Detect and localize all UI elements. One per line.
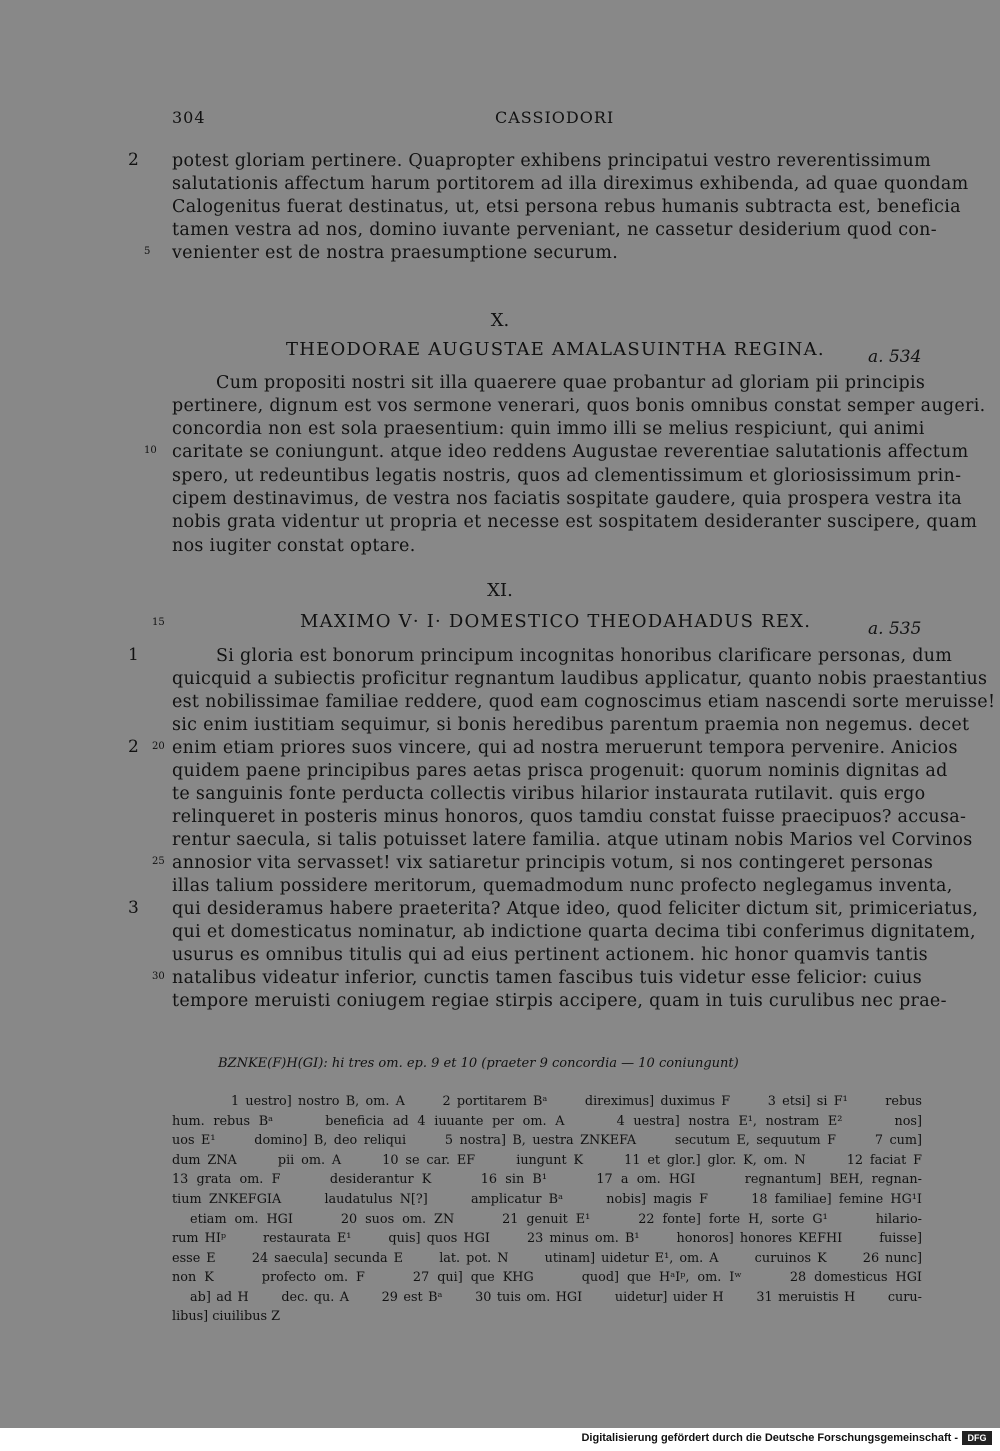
text-line: spero, ut redeuntibus legatis nostris, quos ad clementissimum et gloriosissimum prin-	[172, 466, 962, 486]
line-number: 5	[144, 246, 151, 257]
text-line: Calogenitus fuerat destinatus, ut, etsi persona rebus humanis subtracta est, beneficia	[172, 197, 961, 217]
letter-date: a. 535	[868, 619, 922, 639]
section-number: 2	[128, 737, 139, 757]
page-number: 304	[172, 108, 206, 127]
text-line: enim etiam priores suos vincere, qui ad nostra meruerunt tempora pervenire. Anicios	[172, 738, 958, 758]
footnote-line: non K profecto om. F 27 qui] que KHG quod] que HᵃIᵖ, om. Iʷ 28 domesticus HGI	[172, 1270, 922, 1285]
text-line: natalibus videatur inferior, cunctis tamen fascibus tuis videtur esse felicior: cuius	[172, 968, 922, 988]
text-line: caritate se coniungunt. atque ideo reddens Augustae reverentiae salutationis affectum	[172, 442, 969, 462]
text-line: potest gloriam pertinere. Quapropter exhibens principatui vestro reverentissimum	[172, 151, 932, 171]
footnote-line: 1 uestro] nostro B, om. A 2 portitarem Bᵃ direximus] duximus F 3 etsi] si F¹ rebus	[231, 1094, 922, 1109]
dfg-logo: DFG	[962, 1431, 992, 1445]
text-line: te sanguinis fonte perducta collectis viribus hilarior instaurata rutilavit. quis ergo	[172, 784, 926, 804]
line-number: 30	[152, 971, 165, 982]
text-line: quidem paene principibus pares aetas prisca progenuit: quorum nominis dignitas ad	[172, 761, 948, 781]
text-line: illas talium possidere meritorum, quemadmodum nunc profecto neglegamus inventa,	[172, 876, 953, 896]
letter-number: X.	[490, 310, 510, 331]
footnote-line: libus] ciuilibus Z	[172, 1309, 280, 1324]
text-line: annosior vita servasset! vix satiaretur principis votum, si nos contingeret personas	[172, 853, 934, 873]
line-number: 20	[152, 741, 165, 752]
letter-title: MAXIMO V· I· DOMESTICO THEODAHADUS REX.	[300, 611, 812, 632]
footnote-line: tium ZNKEFGIA laudatulus N[?] amplicatur Bᵃ nobis] magis F 18 familiae] femine HG¹I	[172, 1192, 922, 1207]
letter-title: THEODORAE AUGUSTAE AMALASUINTHA REGINA.	[286, 339, 825, 360]
text-line: qui desideramus habere praeterita? Atque ideo, quod feliciter dictum sit, primiceriatus,	[172, 899, 979, 919]
section-number: 1	[128, 645, 139, 665]
footnote-line: rum HIᵖ restaurata E¹ quis] quos HGI 23 minus om. B¹ honoros] honores KEFHI fuisse]	[172, 1231, 922, 1246]
footnote-line: 13 grata om. F desiderantur K 16 sin B¹ 17 a om. HGI regnantum] BEH, regnan-	[172, 1172, 922, 1187]
text-line: sic enim iustitiam sequimur, si bonis heredibus parentum praemia non negemus. decet	[172, 715, 970, 735]
sigla-line: BZNKE(F)H(GI): hi tres om. ep. 9 et 10 (praeter 9 concordia — 10 coniungunt)	[218, 1056, 739, 1071]
text-line: pertinere, dignum est vos sermone venerari, quos bonis omnibus constat semper augeri.	[172, 396, 986, 416]
section-number: 3	[128, 898, 139, 918]
line-number: 15	[152, 617, 165, 628]
text-line: concordia non est sola praesentium: quin immo illi se melius respiciunt, qui animi	[172, 419, 925, 439]
text-line: salutationis affectum harum portitorem ad illa direximus exhibenda, ad quae quondam	[172, 174, 969, 194]
text-line: tamen vestra ad nos, domino iuvante perveniant, ne cassetur desiderium quod con-	[172, 220, 937, 240]
section-number: 2	[128, 150, 139, 170]
text-line: Si gloria est bonorum principum incognitas honoribus clarificare personas, dum	[216, 646, 953, 666]
text-line: nobis grata videntur ut propria et necesse est sospitatem desideranter suscipere, quam	[172, 512, 978, 532]
footnote-line: hum. rebus Bᵃ beneficia ad 4 iuuante per om. A 4 uestra] nostra E¹, nostram E² nos]	[172, 1114, 922, 1129]
letter-date: a. 534	[868, 347, 922, 367]
line-number: 10	[144, 445, 157, 456]
footnote-line: ab] ad H dec. qu. A 29 est Bᵃ 30 tuis om. HGI uidetur] uider H 31 meruistis H curu-	[190, 1290, 922, 1305]
text-line: venienter est de nostra praesumptione securum.	[172, 243, 619, 263]
footnote-line: uos E¹ domino] B, deo reliqui 5 nostra] B, uestra ZNKEFA secutum E, sequutum F 7 cum]	[172, 1133, 922, 1148]
text-line: est nobilissimae familiae reddere, quod eam cognoscimus etiam nascendi sorte meruisse!	[172, 692, 996, 712]
text-line: usurus es omnibus titulis qui ad eius pertinent actionem. hic honor quamvis tantis	[172, 945, 928, 965]
text-line: tempore meruisti coniugem regiae stirpis accipere, quam in tuis curulibus nec prae-	[172, 991, 947, 1011]
line-number: 25	[152, 856, 165, 867]
text-line: quicquid a subiectis proficitur regnantum laudibus applicatur, quanto nobis praestantius	[172, 669, 988, 689]
footnote-line: dum ZNA pii om. A 10 se car. EF iungunt K 11 et glor.] glor. K, om. N 12 faciat F	[172, 1153, 922, 1168]
running-title: CASSIODORI	[495, 108, 615, 127]
text-line: nos iugiter constat optare.	[172, 536, 416, 556]
footnote-line: esse E 24 saecula] secunda E lat. pot. N utinam] uidetur E¹, om. A curuinos K 26 nunc]	[172, 1251, 922, 1266]
text-line: cipem destinavimus, de vestra nos faciatis sospitate gaudere, quia prospera vestra ita	[172, 489, 963, 509]
funding-notice: Digitalisierung gefördert durch die Deutsche Forschungsgemeinschaft -	[581, 1432, 958, 1444]
text-line: qui et domesticatus nominatur, ab indictione quarta decima tibi conferimus dignitatem,	[172, 922, 976, 942]
text-line: relinqueret in posteris minus honoros, quos tamdiu constat fuisse praecipuos? accusa-	[172, 807, 967, 827]
text-line: rentur saecula, si talis potuisset latere familia. atque utinam nobis Marios vel Corvinos	[172, 830, 973, 850]
footnote-line: etiam om. HGI 20 suos om. ZN 21 genuit E¹ 22 fonte] forte H, sorte G¹ hilario-	[190, 1212, 922, 1227]
letter-number: XI.	[487, 580, 513, 601]
text-line: Cum propositi nostri sit illa quaerere quae probantur ad gloriam pii principis	[216, 373, 926, 393]
